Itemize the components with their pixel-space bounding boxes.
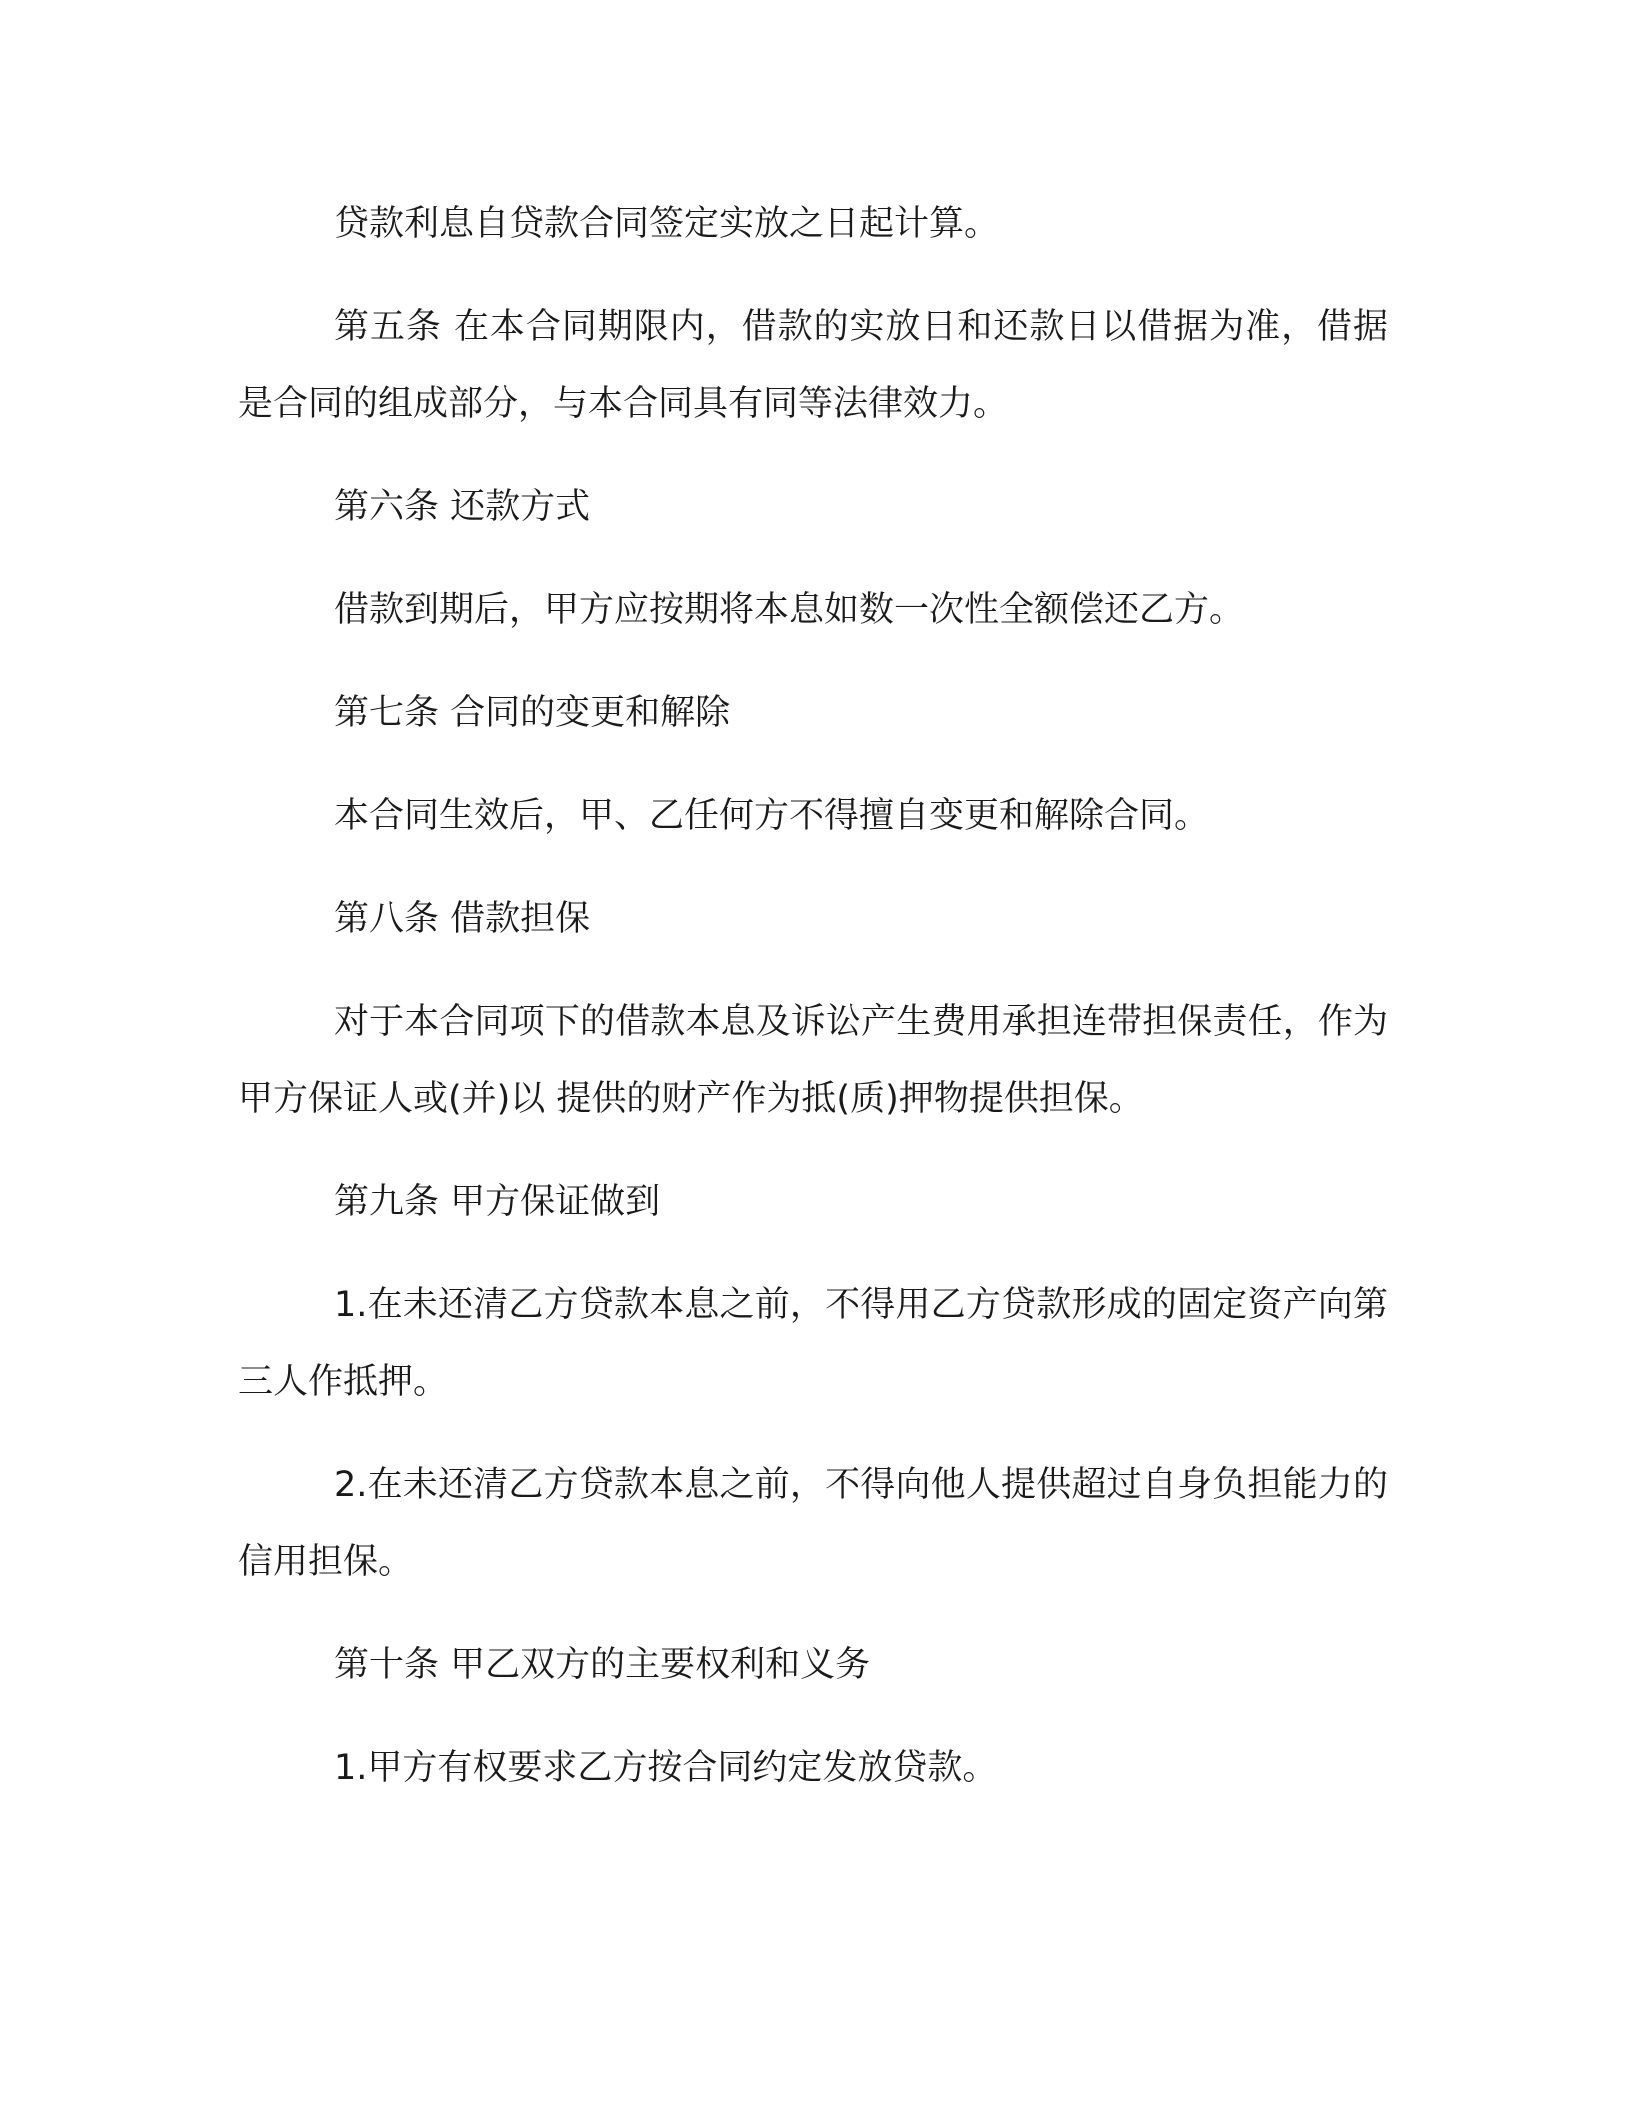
document-body [238,186,1388,1807]
list-item-rights-1: 1.甲方有权要求乙方按合同约定发放贷款。 [334,1748,998,1788]
heading-article-10: 第十条 甲乙双方的主要权利和义务 [334,1645,871,1685]
list-item-guarantee-2: 2.在未还清乙方贷款本息之前，不得向他人提供超过自身负担能力的信用担保。 [238,1465,1388,1582]
paragraph-interest-start: 贷款利息自贷款合同签定实放之日起计算。 [334,204,1000,244]
paragraph-loan-guarantee: 对于本合同项下的借款本息及诉讼产生费用承担连带担保责任，作为甲方保证人或(并)以 提供的财产作为抵(质)押物提供担保。 [238,1002,1388,1119]
paragraph-article-5: 第五条 在本合同期限内，借款的实放日和还款日以借据为准，借据是合同的组成部分，与本合同具有同等法律效力。 [238,307,1388,424]
heading-article-7: 第七条 合同的变更和解除 [334,693,731,733]
list-item-guarantee-1: 1.在未还清乙方贷款本息之前，不得用乙方贷款形成的固定资产向第三人作抵押。 [238,1285,1388,1402]
paragraph-repayment-method: 借款到期后，甲方应按期将本息如数一次性全额偿还乙方。 [334,590,1245,630]
heading-article-6: 第六条 还款方式 [334,487,591,527]
paragraph-contract-change: 本合同生效后，甲、乙任何方不得擅自变更和解除合同。 [334,796,1210,836]
heading-article-9: 第九条 甲方保证做到 [334,1182,661,1222]
heading-article-8: 第八条 借款担保 [334,899,591,939]
